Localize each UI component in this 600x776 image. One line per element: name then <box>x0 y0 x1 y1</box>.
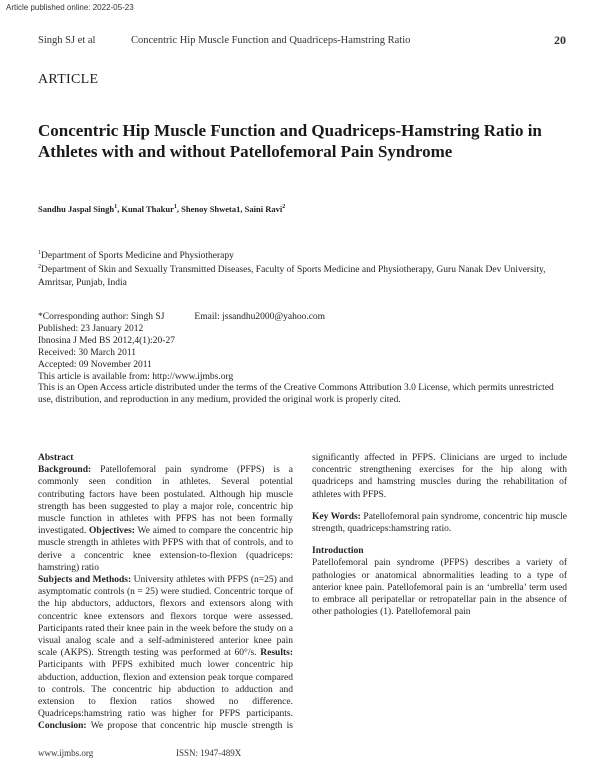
author-list <box>38 204 285 214</box>
results-text: Participants with PFPS exhibited much lower concentric hip abduction, adduction, flexion and extension peak torque compared to controls. The concentric hip abduction to adduction and extension to flexion ratios showed no difference. Quadriceps:hamstring ratio was higher for PFPS participants. <box>38 660 293 720</box>
author-affiliation-mark: 1 <box>173 204 177 211</box>
author-name: , Kunal Thakur <box>117 204 174 214</box>
corresponding-author-line <box>38 312 568 324</box>
author-name: Sandhu Jaspal Singh <box>38 204 115 214</box>
affiliation-2 <box>38 261 568 290</box>
footer-website[interactable]: www.ijmbs.org <box>38 748 94 758</box>
introduction-heading: Introduction <box>312 546 364 557</box>
keywords-text: Patellofemoral pain syndrome, concentric hip muscle strength, quadriceps:hamstring ratio. <box>312 511 567 535</box>
article-type-label: ARTICLE <box>38 72 99 87</box>
affiliation-text: Department of Sports Medicine and Physiotherapy <box>41 251 234 262</box>
left-column <box>38 452 567 738</box>
received-date: Received: 30 March 2011 <box>38 347 137 358</box>
author-affiliation-mark: 2 <box>282 204 286 211</box>
results-label: Results: <box>260 648 293 659</box>
footer-issn: ISSN: 1947-489X <box>176 748 242 758</box>
corresponding-email[interactable]: Email: jssandhu2000@yahoo.com <box>194 312 326 322</box>
background-text: Patellofemoral pain syndrome (PFPS) is a commonly seen condition in athletes. Several potential contributing factors have been postulated. Although hip muscle strength has been suggested to play a major role, concentric hip muscle function in athletes with PFPS has not been formally investigated. <box>38 465 293 537</box>
published-date: Published: 23 January 2012 <box>38 323 144 334</box>
keywords-label: Key Words: <box>312 511 361 522</box>
availability-statement[interactable]: This article is available from: http://www.ijmbs.org <box>38 371 234 382</box>
objectives-label: Objectives: <box>89 526 135 537</box>
methods-text: University athletes with PFPS (n=25) and asymptomatic controls (n = 25) were studied. Concentric torque of the hip abductors, adductors, flexors and extensors along with concentric knee extensors and flexors torque were assessed. Participants rated their knee pain in the week before the study on a visual analog scale and a self-administered anterior knee pain scale (AKPS). Strength testing was performed at 60°/s. <box>38 575 294 659</box>
article-metadata <box>38 312 568 407</box>
affiliation-mark: 2 <box>38 264 41 270</box>
affiliation-mark: 1 <box>38 250 41 256</box>
corresponding-author: *Corresponding author: Singh SJ <box>38 312 165 322</box>
conclusion-text: We propose that concentric hip muscle strength is significantly affected in PFPS. Clinicians are urged to include concentric strengthening exercises for the hip along with quadriceps and hamstring muscles during the rehabilitation of athletes with PFPS. <box>86 453 567 732</box>
conclusion-label: Conclusion: <box>38 721 87 732</box>
running-head-title: Concentric Hip Muscle Function and Quadriceps-Hamstring Ratio <box>131 35 411 46</box>
objectives-text: We aimed to compare the concentric hip muscle strength in athletes with PFPS with that of controls, and to derive a concentric knee extension-to-flexion (quadriceps: hamstring) ratio <box>38 526 294 573</box>
author-name: , Shenoy Shweta1, Saini Ravi <box>176 204 283 214</box>
background-label: Background: <box>38 465 92 476</box>
affiliation-text: Department of Skin and Sexually Transmitted Diseases, Faculty of Sports Medicine and Physiotherapy, Guru Nanak Dev University, Amritsar, Punjab, India <box>38 265 546 289</box>
keywords <box>312 511 567 535</box>
page-number: 20 <box>554 33 566 47</box>
introduction-text: Patellofemoral pain syndrome (PFPS) describes a variety of pathologies or anatomical abnormalities leading to a type of anterior knee pain. Patellofemoral pain is an ‘umbrella’ term used to embrace all peripatellar or retropatellar pain in the absence of other pathologies (1). Patellofemoral pain <box>312 558 567 618</box>
publication-date-bar: Article published online: 2022-05-23 <box>6 3 134 12</box>
license-statement: This is an Open Access article distributed under the terms of the Creative Commons Attribution 3.0 License, which permits unrestricted use, distribution, and reproduction in any medium, provided the original work is properly cited. <box>38 383 554 406</box>
author-affiliation-mark: 1 <box>114 204 118 211</box>
article-title: Concentric Hip Muscle Function and Quadriceps-Hamstring Ratio in Athletes with and without Patellofemoral Pain Syndrome <box>38 121 542 161</box>
abstract-heading: Abstract <box>38 453 74 463</box>
running-head-author: Singh SJ et al <box>38 35 96 46</box>
methods-label: Subjects and Methods: <box>38 575 132 586</box>
accepted-date: Accepted: 09 November 2011 <box>38 359 152 370</box>
journal-citation: Ibnosina J Med BS 2012,4(1):20-27 <box>38 335 175 346</box>
